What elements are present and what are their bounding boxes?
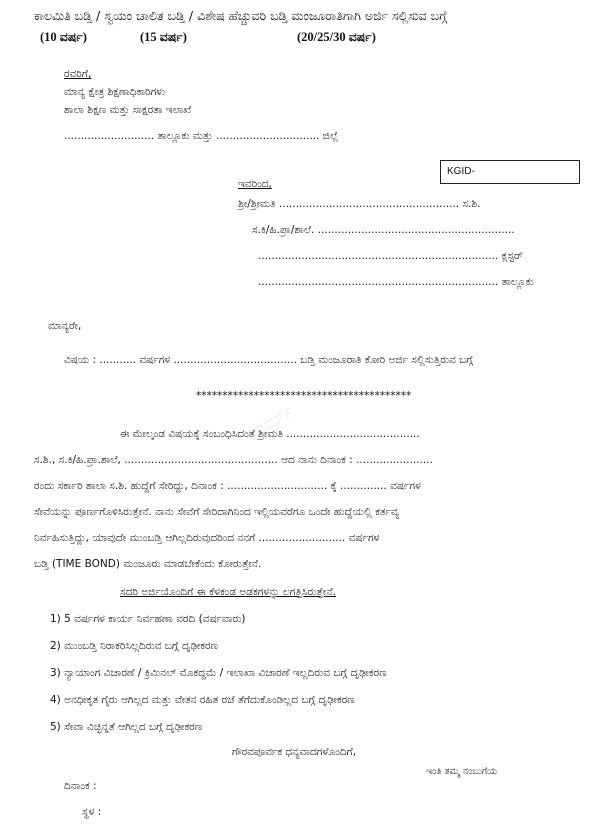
sender-name-line: ಶ್ರೀ/ಶ್ರೀಮತಿ ...................................................... ಸ.ಶಿ. <box>238 198 481 210</box>
recipient-to: ರವರಿಗೆ, <box>64 68 92 80</box>
salutation: ಮಾನ್ಯರೇ, <box>48 320 82 332</box>
form-title: ಕಾಲಮಿತಿ ಬಡ್ತಿ / ಸ್ವಯಂ ಚಾಲಿತ ಬಡ್ತಿ / ವಿಶೇಷ ಹೆಚ್ಚುವರಿ ಬಡ್ತಿ ಮಂಜೂರಾತಿಗಾಗಿ ಅರ್ಜಿ ಸಲ್ಲಿಸುವ ಬಗ್ಗೆ <box>34 8 448 23</box>
faint-watermark: ಫಾರ್ಮ್ <box>243 400 298 445</box>
signature-line: ಇಂತಿ ತಮ್ಮ ನಂಬುಗೆಯ <box>426 766 498 777</box>
body-line-3: ರಂದು ಸರ್ಕಾರಿ ಶಾಲಾ ಸ.ಶಿ. ಹುದ್ದೆಗೆ ಸೇರಿದ್ದು, ದಿನಾಂಕ : .............................. ಕ್ಕೆ .............. ವರ್ಷಗಳ <box>34 480 421 492</box>
body-line-2: ಸ.ಶಿ., ಸ.ಕಿ/ಹಿ.ಪ್ರಾ.ಶಾಲೆ, .............................................. ಆದ ನಾನು ದಿನಾಂಕ : ....................... <box>34 454 433 466</box>
sender-taluk-line: ........................................................................ ತಾಲ್ಲೂಕು <box>258 276 534 288</box>
attachment-item: 5) ಸೇವಾ ವಿಚ್ಛಿನ್ನತೆ ಆಗಿಲ್ಲದ ಬಗ್ಗೆ ದೃಢೀಕರಣ <box>50 721 203 733</box>
place-label: ಸ್ಥಳ : <box>82 806 102 818</box>
body-line-4: ಸೇವೆಯನ್ನು ಪೂರ್ಣಗೊಳಿಸಿರುತ್ತೇನೆ. ನಾನು ಸೇವೆಗೆ ಸೇರಿದಾಗಿನಿಂದ ಇಲ್ಲಿಯವರೆಗೂ ಒಂದೇ ಹುದ್ದೆಯಲ್ಲಿ ಕರ್ತವ್ಯ <box>34 506 400 518</box>
attachment-item: 1) 5 ವರ್ಷಗಳ ಕಾರ್ಯ ನಿರ್ವಹಣಾ ವರದಿ (ವರ್ಷವಾರು) <box>50 613 246 625</box>
period-10-years: (10 ವರ್ಷ) <box>40 30 87 44</box>
attachment-item: 2) ಮುಂಬಡ್ತಿ ನಿರಾಕರಿಸಿಲ್ಲದಿರುವ ಬಗ್ಗೆ ದೃಢೀಕರಣ <box>50 640 218 652</box>
recipient-taluk-district: ........................... ತಾಲ್ಲೂಕು ಮತ್ತು ............................... ಜಿಲ್ಲೆ <box>64 130 339 142</box>
date-label: ದಿನಾಂಕ : <box>64 780 97 792</box>
body-line-5: ನಿರ್ವಹಿಸುತ್ತಿದ್ದು, ಯಾವುದೇ ಮುಂಬಡ್ತಿ ಆಗಿಲ್ಲದಿರುವುದರಿಂದ ನನಗೆ .......................... ವರ್ಷಗಳ <box>34 532 380 544</box>
attachment-item: 4) ಅನಧೀಕೃತ ಗೈರು ಆಗಿಲ್ಲದ ಮತ್ತು ವೇತನ ರಹಿತ ರಜೆ ತೆಗೆದುಕೊಂಡಿಲ್ಲದ ಬಗ್ಗೆ ದೃಢೀಕರಣ <box>50 694 355 706</box>
kgid-field[interactable]: KGID- <box>440 160 580 184</box>
recipient-department: ಶಾಲಾ ಶಿಕ್ಷಣ ಮತ್ತು ಸಾಕ್ಷರತಾ ಇಲಾಖೆ <box>64 104 192 116</box>
sender-from: ಇವರಿಂದ, <box>238 178 272 190</box>
period-15-years: (15 ವರ್ಷ) <box>140 30 187 44</box>
subject-line: ವಿಷಯ : ........... ವರ್ಷಗಳ ..................................... ಬಡ್ತಿ ಮಂಜೂರಾತಿ ಕೋರಿ ಅರ್ಜಿ ಸಲ್ಲಿಸುತ್ತಿರುವ ಬಗ್ಗೆ <box>64 354 473 366</box>
closing-thanks: ಗೌರವಪೂರ್ವಕ ಧನ್ಯವಾದಗಳೊಂದಿಗೆ, <box>232 746 357 758</box>
body-line-1: ಈ ಮೇಲ್ಕಂಡ ವಿಷಯಕ್ಕೆ ಸಂಬಂಧಿಸಿದಂತೆ ಶ್ರೀಮತಿ ........................................ <box>120 428 420 440</box>
recipient-office: ಮಾನ್ಯ ಕ್ಷೇತ್ರ ಶಿಕ್ಷಣಾಧಿಕಾರಿಗಳು <box>64 86 166 98</box>
sender-cluster-line: ........................................................................ ಕ್ಲಸ್ಟರ್ <box>258 250 523 262</box>
attachments-heading: ಸದರಿ ಅರ್ಜಿಯೊಂದಿಗೆ ಈ ಕೆಳಕಂಡ ಅಡಕಗಳನ್ನು ಲಗತ್ತಿಸಿರುತ್ತೇನೆ. <box>120 586 336 598</box>
period-20-25-30-years: (20/25/30 ವರ್ಷ) <box>297 30 376 44</box>
body-line-6: ಬಡ್ತಿ (TIME BOND) ಮಂಜೂರು ಮಾಡಬೇಕೆಂದು ಕೋರುತ್ತೇನೆ. <box>34 558 262 570</box>
attachment-item: 3) ನ್ಯಾಯಾಂಗ ವಿಚಾರಣೆ / ಕ್ರಿಮಿನಲ್ ಮೊಕದ್ದಮೆ / ಇಲಾಖಾ ವಿಚಾರಣೆ ಇಲ್ಲದಿರುವ ಬಗ್ಗೆ ದೃಢೀಕರಣ <box>50 667 387 679</box>
separator-line: ***************************************** <box>196 390 412 402</box>
sender-school-line: ಸ.ಕಿ/ಹಿ.ಪ್ರಾ/ಶಾಲೆ. ........................................................... <box>252 224 515 236</box>
